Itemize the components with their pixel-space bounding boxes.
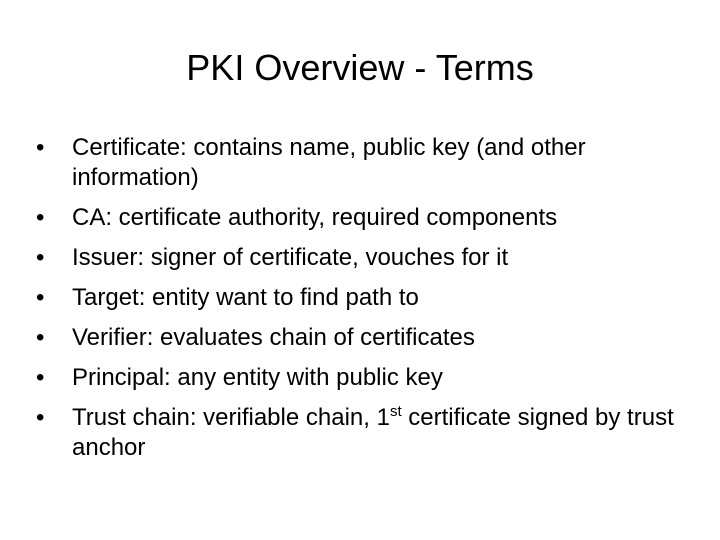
bullet-icon: •	[36, 204, 45, 231]
bullet-item	[36, 243, 696, 273]
bullet-item	[36, 133, 696, 193]
bullet-list	[36, 133, 696, 473]
superscript-ordinal: st	[389, 403, 402, 420]
bullet-text-end: certificate signed by trust anchor	[72, 404, 674, 461]
bullet-text: Issuer: signer of certificate, vouches for it	[72, 244, 509, 271]
bullet-item	[36, 323, 696, 353]
bullet-item	[36, 363, 696, 393]
bullet-text: Certificate: contains name, public key (and other information)	[72, 134, 586, 191]
bullet-item	[36, 283, 696, 313]
bullet-text: CA: certificate authority, required components	[72, 204, 558, 231]
bullet-text	[72, 404, 674, 461]
bullet-item	[36, 403, 696, 463]
bullet-icon: •	[36, 244, 45, 271]
bullet-icon: •	[36, 324, 45, 351]
bullet-text-start: Trust chain: verifiable chain, 1	[72, 404, 390, 431]
bullet-icon: •	[36, 134, 45, 161]
bullet-icon: •	[36, 364, 45, 391]
bullet-text: Verifier: evaluates chain of certificates	[72, 324, 475, 351]
slide-title: PKI Overview - Terms	[186, 47, 534, 88]
bullet-icon: •	[36, 284, 45, 311]
bullet-text: Principal: any entity with public key	[72, 364, 443, 391]
bullet-text: Target: entity want to find path to	[72, 284, 419, 311]
bullet-icon: •	[36, 404, 45, 431]
bullet-item	[36, 203, 696, 233]
